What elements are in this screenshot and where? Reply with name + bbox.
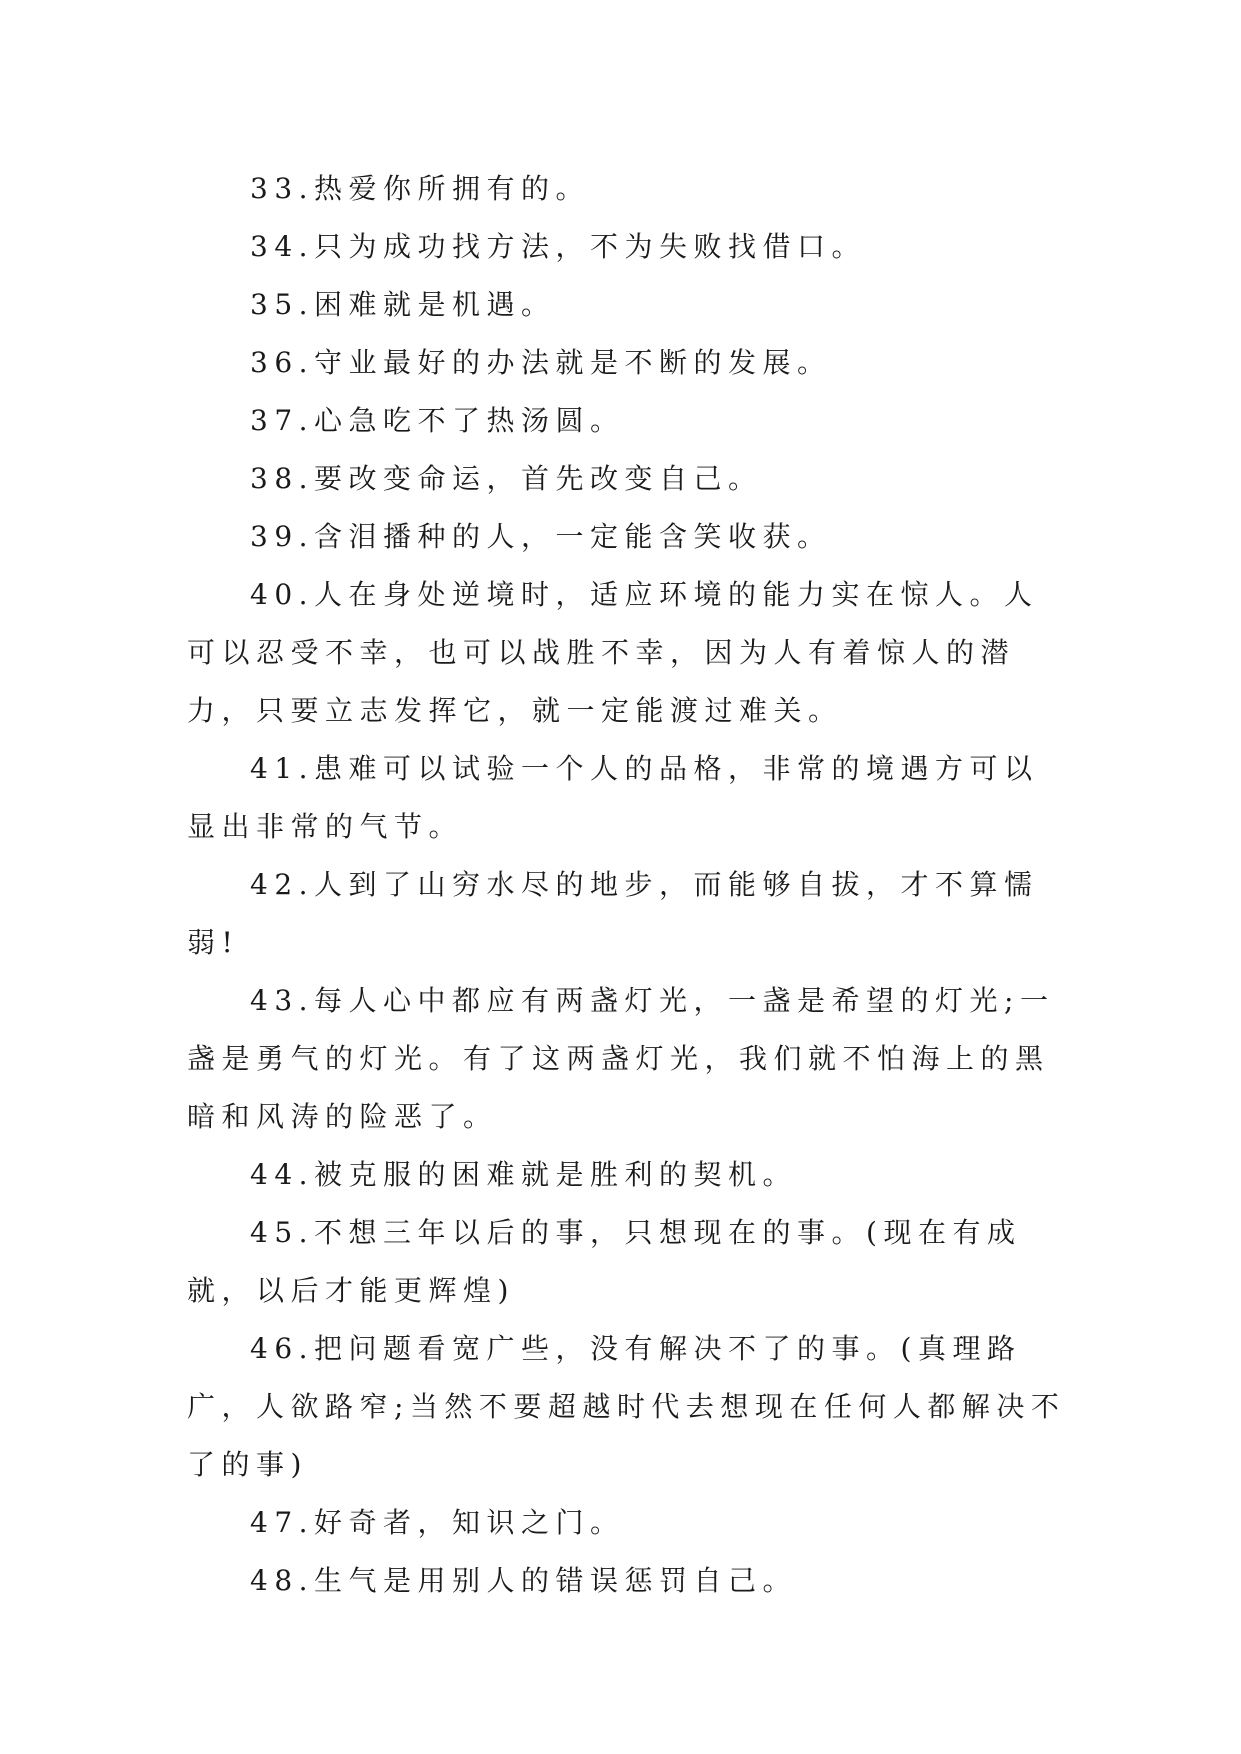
list-item: 41.患难可以试验一个人的品格，非常的境遇方可以显出非常的气节。 [187,752,1039,843]
list-item: 35.困难就是机遇。 [250,288,556,321]
document-body [187,160,1067,1610]
list-item: 48.生气是用别人的错误惩罚自己。 [250,1564,798,1597]
list-item: 44.被克服的困难就是胜利的契机。 [250,1158,798,1191]
list-item: 46.把问题看宽广些，没有解决不了的事。(真理路广，人欲路窄;当然不要超越时代去想现在任何人都解决不了的事) [187,1332,1066,1481]
list-item: 34.只为成功找方法，不为失败找借口。 [250,230,867,263]
list-item: 45.不想三年以后的事，只想现在的事。(现在有成就，以后才能更辉煌) [187,1216,1022,1307]
list-item: 42.人到了山穷水尽的地步，而能够自拔，才不算懦弱! [187,868,1039,959]
list-item: 43.每人心中都应有两盏灯光，一盏是希望的灯光;一盏是勇气的灯光。有了这两盏灯光，我们就不怕海上的黑暗和风涛的险恶了。 [187,984,1055,1133]
list-item: 39.含泪播种的人，一定能含笑收获。 [250,520,832,553]
list-item: 40.人在身处逆境时，适应环境的能力实在惊人。人可以忍受不幸，也可以战胜不幸，因为人有着惊人的潜力，只要立志发挥它，就一定能渡过难关。 [187,578,1039,727]
list-item: 37.心急吃不了热汤圆。 [250,404,625,437]
list-item: 36.守业最好的办法就是不断的发展。 [250,346,832,379]
list-item: 47.好奇者，知识之门。 [250,1506,625,1539]
list-item: 38.要改变命运，首先改变自己。 [250,462,763,495]
list-item: 33.热爱你所拥有的。 [250,172,591,205]
